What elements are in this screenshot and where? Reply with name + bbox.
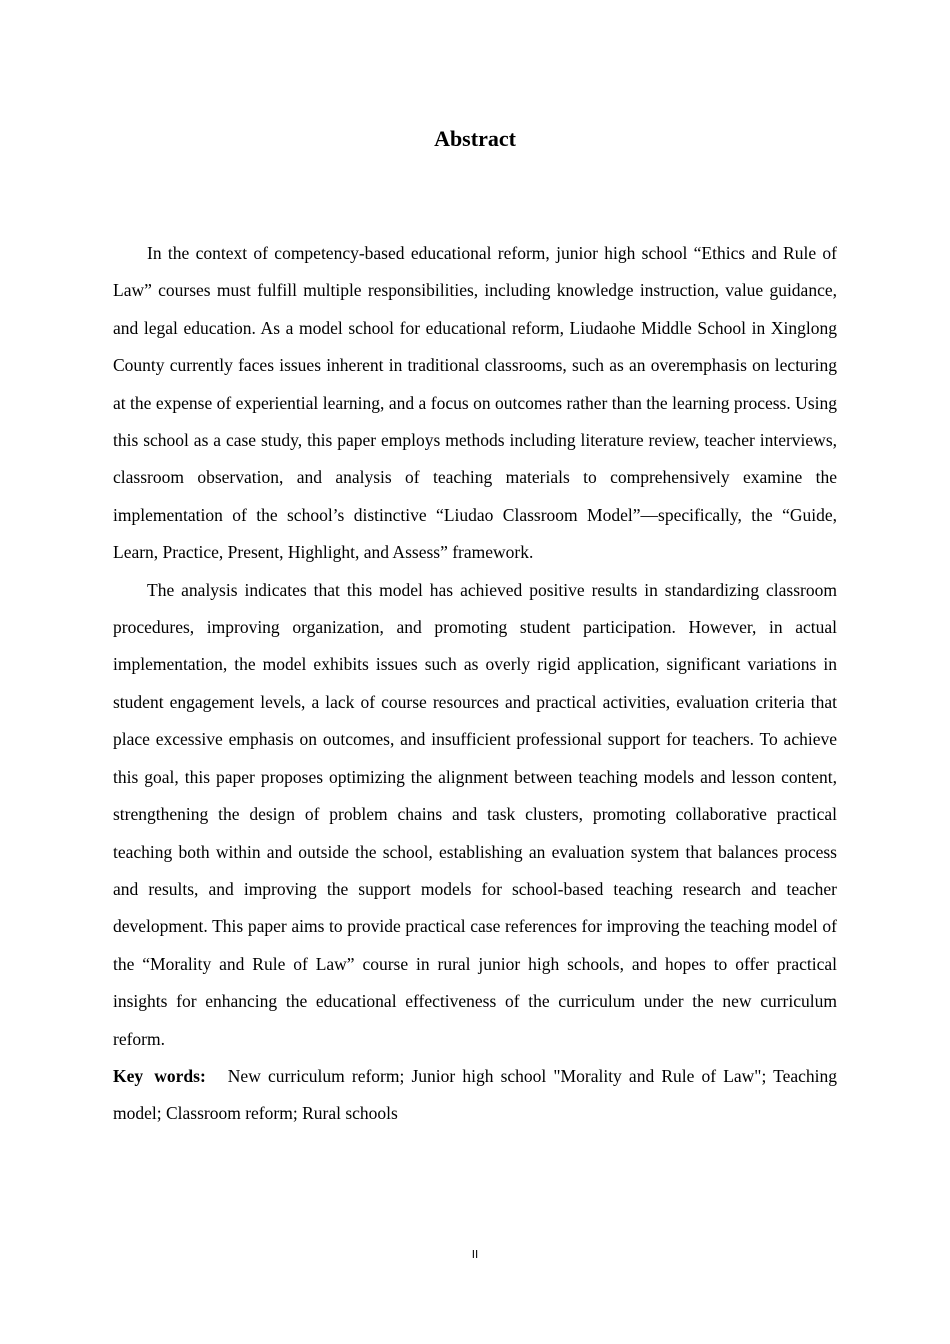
abstract-paragraph-1: In the context of competency-based educational reform, junior high school “Ethics and Rule of Law” courses must fulfill multiple responsibilities, including knowledge instruction, value guidance, and legal education. As a model school for educational reform, Liudaohe Middle School in Xinglong County currently faces issues inherent in traditional classrooms, such as an overemphasis on lecturing at the expense of experiential learning, and a focus on outcomes rather than the learning process. Using this school as a case study, this paper employs methods including literature review, teacher interviews, classroom observation, and analysis of teaching materials to comprehensively examine the implementation of the school’s distinctive “Liudao Classroom Model”—specifically, the “Guide, Learn, Practice, Present, Highlight, and Assess” framework. [113, 243, 837, 563]
abstract-paragraph-2: The analysis indicates that this model has achieved positive results in standardizing classroom procedures, improving organization, and promoting student participation. However, in actual implementation, the model exhibits issues such as overly rigid application, significant variations in student engagement levels, a lack of course resources and practical activities, evaluation criteria that place excessive emphasis on outcomes, and insufficient professional support for teachers. To achieve this goal, this paper proposes optimizing the alignment between teaching models and lesson content, strengthening the design of problem chains and task clusters, promoting collaborative practical teaching both within and outside the school, establishing an evaluation system that balances process and results, and improving the support models for school-based teaching research and teacher development. This paper aims to provide practical case references for improving the teaching model of the “Morality and Rule of Law” course in rural junior high schools, and hopes to offer practical insights for enhancing the educational effectiveness of the curriculum under the new curriculum reform. [113, 579, 837, 1049]
keywords-label: Key words: [113, 1065, 206, 1086]
abstract-body [113, 235, 837, 1133]
page-title: Abstract [434, 126, 516, 151]
page-number: II [471, 1248, 479, 1261]
keywords-line [113, 1058, 837, 1133]
keywords-text: New curriculum reform; Junior high school "Morality and Rule of Law"; Teaching model; Classroom reform; Rural schools [113, 1065, 838, 1124]
